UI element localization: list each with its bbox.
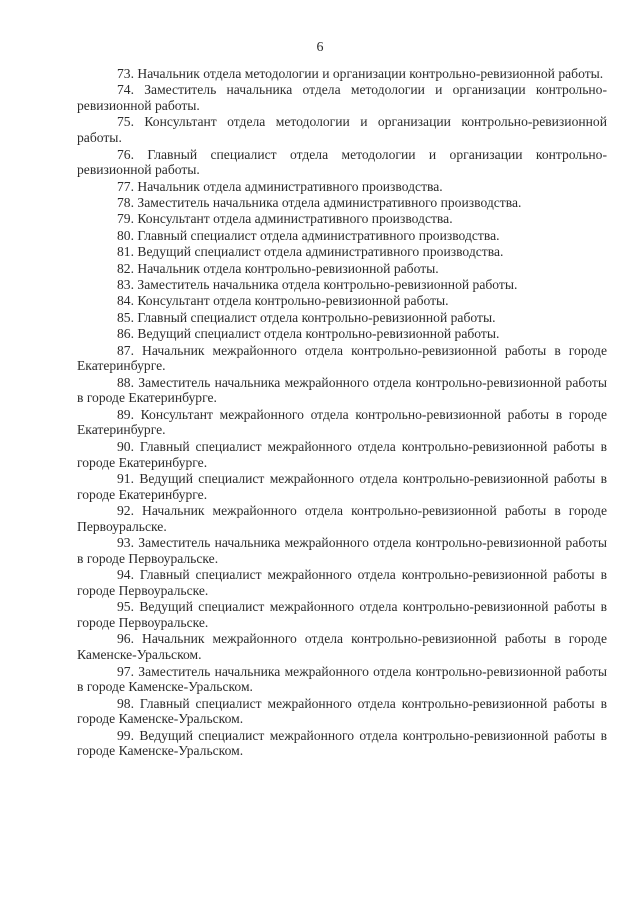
page-number: 6 <box>316 40 324 55</box>
list-item: 87. Начальник межрайонного отдела контрольно-ревизионной работы в городе Екатеринбурге. <box>77 342 607 374</box>
list-item: 97. Заместитель начальника межрайонного отдела контрольно-ревизионной работы в городе Каменске-Уральском. <box>77 663 607 695</box>
list-item: 80. Главный специалист отдела административного производства. <box>117 227 500 243</box>
list-item: 88. Заместитель начальника межрайонного отдела контрольно-ревизионной работы в городе Екатеринбурге. <box>77 374 607 406</box>
list-item: 91. Ведущий специалист межрайонного отдела контрольно-ревизионной работы в городе Екатеринбурге. <box>77 470 607 502</box>
list-item: 99. Ведущий специалист межрайонного отдела контрольно-ревизионной работы в городе Каменске-Уральском. <box>77 727 607 759</box>
list-item: 82. Начальник отдела контрольно-ревизионной работы. <box>117 260 439 276</box>
list-item: 96. Начальник межрайонного отдела контрольно-ревизионной работы в городе Каменске-Уральском. <box>77 631 607 663</box>
list-item: 94. Главный специалист межрайонного отдела контрольно-ревизионной работы в городе Первоуральске. <box>77 567 607 598</box>
list-item: 83. Заместитель начальника отдела контрольно-ревизионной работы. <box>117 277 518 293</box>
list-item: 75. Консультант отдела методологии и организации контрольно-ревизионной работы. <box>77 114 607 146</box>
list-item: 93. Заместитель начальника межрайонного отдела контрольно-ревизионной работы в городе Первоуральске. <box>77 535 607 566</box>
list-item: 89. Консультант межрайонного отдела контрольно-ревизионной работы в городе Екатеринбурге. <box>77 406 607 438</box>
list-item: 86. Ведущий специалист отдела контрольно-ревизионной работы. <box>117 326 500 342</box>
list-item: 95. Ведущий специалист межрайонного отдела контрольно-ревизионной работы в городе Первоуральске. <box>77 599 607 631</box>
list-item: 81. Ведущий специалист отдела административного производства. <box>117 244 504 260</box>
list-item: 73. Начальник отдела методологии и организации контрольно-ревизионной работы. <box>117 66 604 81</box>
list-item: 85. Главный специалист отдела контрольно-ревизионной работы. <box>117 309 496 325</box>
list-item: 74. Заместитель начальника отдела методологии и организации контрольно-ревизионной работы. <box>77 82 607 114</box>
list-item: 98. Главный специалист межрайонного отдела контрольно-ревизионной работы в городе Каменске-Уральском. <box>77 695 607 727</box>
position-list <box>77 66 607 760</box>
list-item: 77. Начальник отдела административного производства. <box>117 178 443 194</box>
list-item: 92. Начальник межрайонного отдела контрольно-ревизионной работы в городе Первоуральске. <box>77 503 607 534</box>
list-item: 79. Консультант отдела административного производства. <box>117 211 453 227</box>
list-item: 76. Главный специалист отдела методологии и организации контрольно-ревизионной работы. <box>77 146 607 178</box>
list-item: 78. Заместитель начальника отдела административного производства. <box>117 195 522 211</box>
list-item: 90. Главный специалист межрайонного отдела контрольно-ревизионной работы в городе Екатеринбурге. <box>77 438 607 470</box>
list-item: 84. Консультант отдела контрольно-ревизионной работы. <box>117 293 449 309</box>
